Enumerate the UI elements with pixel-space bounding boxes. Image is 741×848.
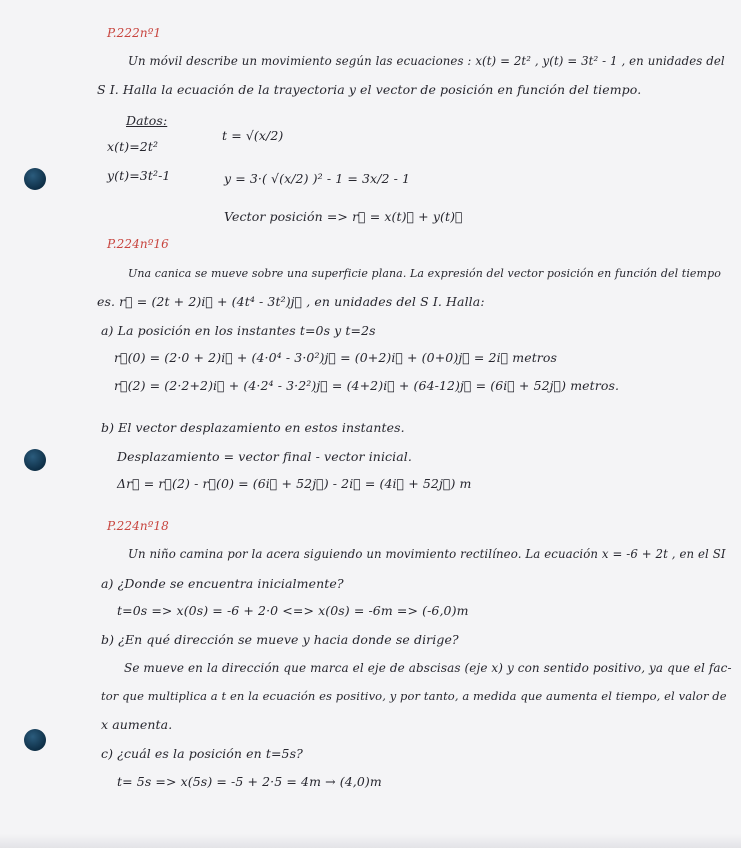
- position-vector-expression: Vector posición => r⃗ = x(t)⃗ + y(t)⃗: [224, 209, 463, 224]
- exercise-3-part-c-calc: t= 5s => x(5s) = -5 + 2·5 = 4m → (4,0)m: [117, 774, 382, 789]
- exercise-1-statement-line-2: S I. Halla la ecuación de la trayectoria y el vector de posición en función del tiempo.: [97, 82, 642, 97]
- exercise-3-part-a: a) ¿Donde se encuentra inicialmente?: [101, 576, 344, 591]
- exercise-2-part-a: a) La posición en los instantes t=0s y t=2s: [101, 323, 376, 338]
- t-expression: t = √(x/2): [222, 128, 284, 143]
- y-equation: y(t)=3t²-1: [107, 168, 171, 183]
- exercise-ref-1: P.222nº1: [107, 26, 162, 40]
- exercise-3-statement: Un niño camina por la acera siguiendo un movimiento rectilíneo. La ecuación x = -6 + 2t , en el SI: [128, 547, 726, 561]
- exercise-ref-2: P.224nº16: [107, 237, 169, 251]
- exercise-3-part-b-text-1: Se mueve en la dirección que marca el eje de abscisas (eje x) y con sentido positivo, ya que el fac-: [124, 661, 732, 675]
- exercise-2-part-b: b) El vector desplazamiento en estos instantes.: [101, 420, 405, 435]
- exercise-2-statement-line-1: Una canica se mueve sobre una superficie plana. La expresión del vector posición en función del tiempo: [128, 267, 721, 280]
- binder-hole-top: [24, 168, 46, 190]
- y-expression: y = 3·( √(x/2) )² - 1 = 3x/2 - 1: [224, 171, 411, 186]
- exercise-3-part-b-text-3: x aumenta.: [101, 717, 173, 732]
- exercise-ref-3: P.224nº18: [107, 519, 169, 533]
- binder-hole-bottom: [24, 729, 46, 751]
- exercise-2-displacement-definition: Desplazamiento = vector final - vector inicial.: [117, 449, 412, 464]
- exercise-3-part-b-text-2: tor que multiplica a t en la ecuación es positivo, y por tanto, a medida que aumenta el tiempo, el valor de: [101, 689, 727, 703]
- exercise-2-statement-line-2: es. r⃗ = (2t + 2)i⃗ + (4t⁴ - 3t²)j⃗ , en unidades del S I. Halla:: [97, 294, 485, 309]
- exercise-3-part-b: b) ¿En qué dirección se mueve y hacia donde se dirige?: [101, 632, 459, 647]
- exercise-1-statement-line-1: Un móvil describe un movimiento según las ecuaciones : x(t) = 2t² , y(t) = 3t² - 1 , en unidades del: [128, 54, 725, 68]
- page-bottom-shadow: [0, 834, 741, 848]
- binder-hole-middle: [24, 449, 46, 471]
- exercise-2-r0: r⃗(0) = (2·0 + 2)i⃗ + (4·0⁴ - 3·0²)j⃗ = (0+2)i⃗ + (0+0)j⃗ = 2i⃗ metros: [114, 350, 558, 365]
- exercise-3-part-c: c) ¿cuál es la posición en t=5s?: [101, 746, 303, 761]
- exercise-2-displacement-calc: Δr⃗ = r⃗(2) - r⃗(0) = (6i⃗ + 52j⃗) - 2i⃗ = (4i⃗ + 52j⃗) m: [117, 476, 472, 491]
- datos-label: Datos:: [126, 113, 168, 128]
- exercise-3-part-a-calc: t=0s => x(0s) = -6 + 2·0 <=> x(0s) = -6m => (-6,0)m: [117, 603, 469, 618]
- x-equation: x(t)=2t²: [107, 139, 159, 154]
- exercise-2-r2: r⃗(2) = (2·2+2)i⃗ + (4·2⁴ - 3·2²)j⃗ = (4+2)i⃗ + (64-12)j⃗ = (6i⃗ + 52j⃗) metros.: [114, 378, 620, 393]
